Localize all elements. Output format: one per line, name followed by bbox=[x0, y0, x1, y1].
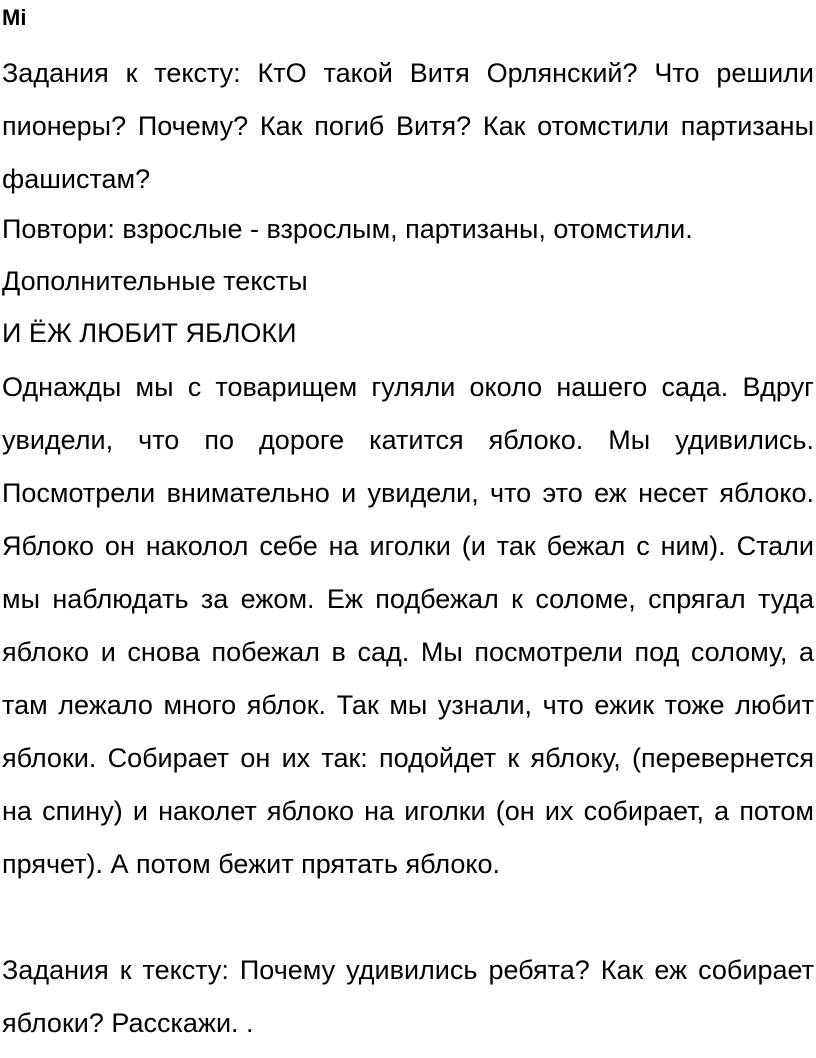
additional-texts-heading: Дополнительные тексты bbox=[2, 266, 308, 296]
tasks-paragraph-second: Задания к тексту: Почему удивились ребята? Как еж собирает яблоки? Расскажи. . bbox=[2, 955, 814, 1038]
tasks-paragraph-first: Задания к тексту: КтО такой Витя Орлянский? Что решили пионеры? Почему? Как погиб Витя? Как отомстили партизаны фашистам? bbox=[2, 58, 814, 194]
repeat-line: Повтори: взрослые - взрослым, партизаны, отомстили. bbox=[2, 214, 693, 244]
story-title: И ЁЖ ЛЮБИТ ЯБЛОКИ bbox=[2, 318, 297, 348]
story-paragraph: Однажды мы с товарищем гуляли около нашего сада. Вдруг увидели, что по дороге катится яблоко. Мы удивились. Посмотрели внимательно и увидели, что это еж несет яблоко. Яблоко он наколол себе на иголки (и так бежал с ним). Стали мы наблюдать за ежом. Еж подбежал к соломе, спрягал туда яблоко и снова побежал в сад. Мы посмотрели под солому, а там лежало много яблок. Так мы узнали, что ежик тоже любит яблоки. Собирает он их так: подойдет к яблоку, (перевернется на спину) и наколет яблоко на иголки (он их собирает, а потом прячет). А потом бежит прятать яблоко. bbox=[2, 372, 814, 879]
header-mark: Mi bbox=[2, 5, 27, 30]
